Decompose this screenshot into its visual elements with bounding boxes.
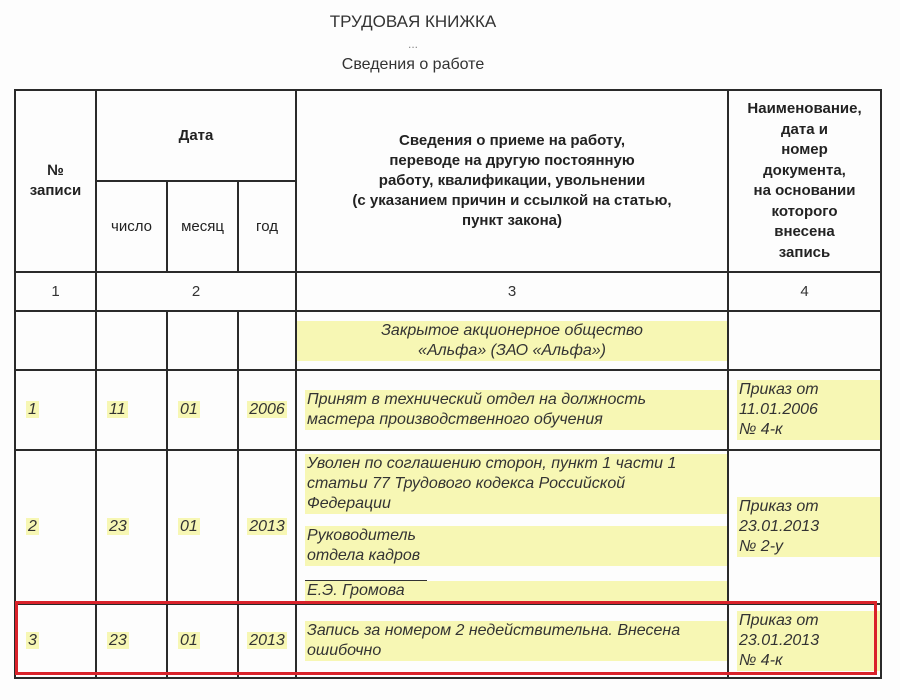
employment-record-table bbox=[14, 89, 882, 679]
day-header: число bbox=[96, 181, 167, 272]
info-header: Сведения о приеме на работу, переводе на другую постоянную работу, квалификации, увольнении (с указанием причин и ссылкой на статью, пункт закона) bbox=[296, 90, 728, 272]
organization-row bbox=[15, 311, 881, 370]
record-day: 11 bbox=[96, 370, 167, 450]
record-year: 2013 bbox=[238, 604, 296, 678]
signature-block bbox=[305, 526, 727, 601]
record-number-header: № записи bbox=[15, 90, 96, 272]
record-document: Приказ от 11.01.2006 № 4-к bbox=[728, 370, 881, 450]
table-row bbox=[15, 450, 881, 604]
document-title: ТРУДОВАЯ КНИЖКА bbox=[329, 12, 497, 31]
document-header: Наименование, дата и номер документа, на основании которого внесена запись bbox=[728, 90, 881, 272]
column-number: 2 bbox=[96, 272, 296, 311]
record-month: 01 bbox=[167, 370, 238, 450]
record-month: 01 bbox=[167, 604, 238, 678]
signature-line bbox=[305, 566, 427, 581]
year-header: год bbox=[238, 181, 296, 272]
record-document: Приказ от 23.01.2013 № 2-у bbox=[728, 450, 881, 604]
month-header: месяц bbox=[167, 181, 238, 272]
signature-name: Е.Э. Громова bbox=[305, 581, 727, 601]
column-numbers-row bbox=[15, 272, 881, 311]
title-ellipsis: ... bbox=[407, 37, 418, 51]
record-day: 23 bbox=[96, 604, 167, 678]
date-header: Дата bbox=[96, 90, 296, 181]
record-year: 2013 bbox=[238, 450, 296, 604]
record-year: 2006 bbox=[238, 370, 296, 450]
column-number: 1 bbox=[15, 272, 96, 311]
record-info: Уволен по соглашению сторон, пункт 1 части 1 статьи 77 Трудового кодекса Российской Федерации Руководитель отдела кадров Е.Э. Громова bbox=[296, 450, 728, 604]
record-number: 2 bbox=[15, 450, 96, 604]
record-info: Принят в технический отдел на должность мастера производственного обучения bbox=[296, 370, 728, 450]
record-number: 1 bbox=[15, 370, 96, 450]
record-number: 3 bbox=[15, 604, 96, 678]
table-row bbox=[15, 604, 881, 678]
record-info: Запись за номером 2 недействительна. Внесена ошибочно bbox=[296, 604, 728, 678]
signature-title: Руководитель bbox=[305, 526, 727, 546]
table-row bbox=[15, 370, 881, 450]
record-document: Приказ от 23.01.2013 № 4-к bbox=[728, 604, 881, 678]
organization-name: Закрытое акционерное общество «Альфа» (ЗАО «Альфа») bbox=[296, 311, 728, 370]
signature-dept: отдела кадров bbox=[305, 546, 727, 566]
header-row bbox=[15, 90, 881, 181]
column-number: 4 bbox=[728, 272, 881, 311]
column-number: 3 bbox=[296, 272, 728, 311]
document-subtitle: Сведения о работе bbox=[341, 56, 485, 73]
record-day: 23 bbox=[96, 450, 167, 604]
record-month: 01 bbox=[167, 450, 238, 604]
